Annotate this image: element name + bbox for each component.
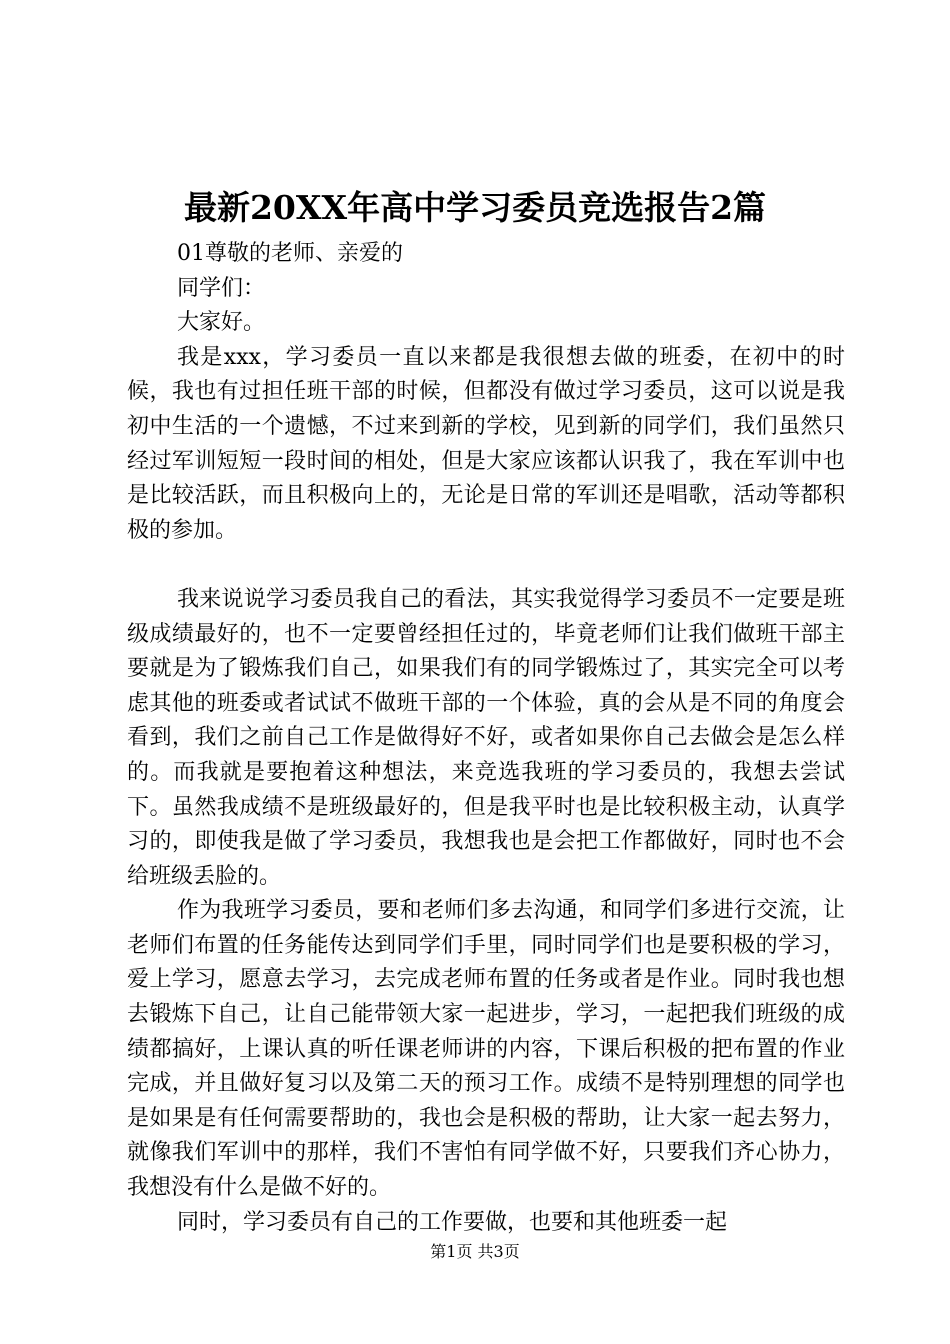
paragraph-spacer xyxy=(127,548,845,583)
salutation-line-1: 01尊敬的老师、亲爱的 xyxy=(177,241,403,266)
document-title: 最新20XX年高中学习委员竞选报告2篇 xyxy=(183,188,767,227)
salutation-line-2: 同学们： xyxy=(177,275,266,301)
paragraph-4: 同时，学习委员有自己的工作要做，也要和其他班委一起 xyxy=(177,1209,728,1235)
greeting: 大家好。 xyxy=(177,310,266,336)
paragraph-3: 作为我班学习委员，要和老师们多去沟通，和同学们多进行交流，让老师们布置的任务能传达到同学们手里，同时同学们也是要积极的学习，爱上学习，愿意去学习，去完成老师布置的任务或者是作业。同时我也想去锻炼下自己，让自己能带领大家一起进步，学习，一起把我们班级的成绩都搞好，上课认真的听任课老师讲的内容，下课后积极的把布置的作业完成，并且做好复习以及第二天的预习工作。成绩不是特别理想的同学也是如果是有任何需要帮助的，我也会是积极的帮助，让大家一起去努力，就像我们军训中的那样，我们不害怕有同学做不好，只要我们齐心协力，我想没有什么是做不好的。 xyxy=(127,898,845,1201)
page-indicator: 第1页 共3页 xyxy=(430,1242,520,1261)
paragraph-2: 我来说说学习委员我自己的看法，其实我觉得学习委员不一定要是班级成绩最好的，也不一定要曾经担任过的，毕竟老师们让我们做班干部主要就是为了锻炼我们自己，如果我们有的同学锻炼过了，其实完全可以考虑其他的班委或者试试不做班干部的一个体验，真的会从是不同的角度会看到，我们之前自己工作是做得好不好，或者如果你自己去做会是怎么样的。而我就是要抱着这种想法，来竞选我班的学习委员的，我想去尝试下。虽然我成绩不是班级最好的，但是我平时也是比较积极主动，认真学习的，即使我是做了学习委员，我想我也是会把工作都做好，同时也不会给班级丢脸的。 xyxy=(127,586,845,889)
paragraph-1: 我是xxx，学习委员一直以来都是我很想去做的班委，在初中的时候，我也有过担任班干部的时候，但都没有做过学习委员，这可以说是我初中生活的一个遗憾，不过来到新的学校，见到新的同学们，我们虽然只经过军训短短一段时间的相处，但是大家应该都认识我了，我在军训中也是比较活跃，而且积极向上的，无论是日常的军训还是唱歌，活动等都积极的参加。 xyxy=(127,344,845,543)
document-body xyxy=(127,237,845,1240)
